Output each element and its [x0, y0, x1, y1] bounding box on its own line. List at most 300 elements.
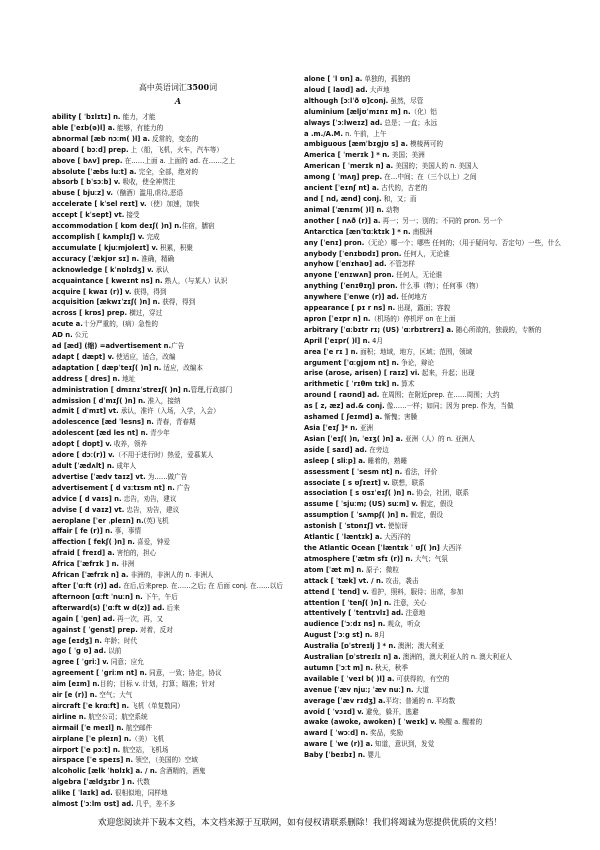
- entry-word: associate [ s ʊʃɪeɪt] v.: [304, 478, 390, 487]
- vocabulary-entry: [304, 205, 566, 216]
- entry-word: adore [ dɔː(r)] v.: [52, 451, 115, 460]
- entry-definition: 承认: [153, 265, 169, 274]
- vocabulary-entry: [304, 434, 566, 445]
- entry-definition: （不用于进行时）热爱，爱慕某人: [114, 451, 214, 460]
- entry-definition: 反常的，变态的: [149, 134, 199, 143]
- vocabulary-entry: [304, 161, 566, 172]
- footer-notice: 欢迎您阅读并下载本文档，本文档来源于互联网，如有侵权请联系删除！我们将竭诚为您提供优质的文档！: [98, 818, 502, 828]
- entry-word: and [ nd, ænd] conj.: [304, 194, 382, 203]
- vocabulary-entry: [52, 319, 314, 330]
- entry-word: aim [eɪm] n.: [52, 680, 100, 689]
- entry-word: adolescence [æd ˈlesns] n.: [52, 418, 154, 427]
- entry-word: against [ ˈgenst] prep.: [52, 625, 138, 634]
- entry-word: abuse [ bjuːz] v.: [52, 189, 113, 198]
- entry-word: AD n.: [52, 331, 73, 340]
- entry-definition: 接受: [124, 211, 140, 220]
- entry-definition: 年龄；时代: [101, 636, 138, 645]
- entry-definition: 大道: [413, 685, 429, 694]
- entry-definition: 航空邮件: [123, 723, 153, 732]
- vocabulary-entry: [304, 532, 566, 543]
- entry-definition: 收养，领养: [111, 440, 147, 449]
- entry-definition: 4月: [370, 336, 383, 345]
- vocabulary-entry: [304, 358, 566, 369]
- entry-definition: 注意地: [403, 609, 426, 618]
- entry-definition: 很相似地，同样地: [112, 789, 168, 798]
- entry-definition: 可获得的，有空的: [394, 674, 450, 683]
- vocabulary-entry: [304, 630, 566, 641]
- entry-word: afraid [ freɪd] a.: [52, 549, 115, 558]
- entry-definition: 唤醒 a. 醒着的: [436, 718, 483, 727]
- entry-word: arithmetic [ ˈrɪθm tɪk] n.: [304, 380, 400, 389]
- entry-definition: 航空站，飞机场: [120, 745, 169, 754]
- vocabulary-entry: [304, 238, 566, 249]
- vocabulary-entry: [52, 297, 314, 308]
- vocabulary-entry: [52, 745, 314, 756]
- entry-word: attention [ ˈtenʃ( )n] n.: [304, 598, 392, 607]
- entry-definition: 奖品，奖励: [367, 729, 404, 738]
- entry-word: Baby [ˈbeɪbɪ] n.: [304, 751, 366, 760]
- vocabulary-entry: [304, 314, 566, 325]
- vocabulary-entry: [304, 456, 566, 467]
- entry-word: Atlantic [ ˈlæntɪk] a.: [304, 533, 383, 542]
- entry-definition: 任何人，无论谁: [401, 249, 450, 258]
- entry-word: agree [ ˈgriː] v.: [52, 658, 109, 667]
- vocabulary-entry: [304, 150, 566, 161]
- vocabulary-entry: [52, 516, 314, 527]
- entry-word: acknowledge [ kˈnɒlɪdʒ] v.: [52, 265, 154, 274]
- entry-word: accumulate [ kjuːmjoleɪt] v.: [52, 243, 158, 252]
- vocabulary-entry: [52, 592, 314, 603]
- entry-definition: 下午，午后: [142, 592, 178, 601]
- entry-definition: 上（船，飞机，火车，汽车等）: [128, 145, 223, 154]
- entry-word: abnormal [æb nɔːm( )l] a.: [52, 134, 150, 143]
- vocabulary-entry: [304, 194, 566, 205]
- entry-word: airport [ˈe pɔːt] n.: [52, 745, 121, 754]
- vocabulary-entry: [52, 755, 314, 766]
- entry-word: airline n.: [52, 712, 87, 721]
- entry-word: Australia [ɒˈstreɪlj ] * n.: [304, 642, 396, 651]
- vocabulary-entry: [304, 663, 566, 674]
- entry-definition: 澳洲的，澳大利亚人的 n. 澳大利亚人: [400, 653, 513, 662]
- entry-word: accept [ kˈsept] vt.: [52, 211, 125, 220]
- vocabulary-entry: [304, 139, 566, 150]
- vocabulary-entry: [52, 472, 314, 483]
- vocabulary-entry: [52, 276, 314, 287]
- vocabulary-entry: [52, 625, 314, 636]
- entry-definition: 起来，升起；出现: [419, 369, 475, 378]
- entry-word: Africa [ˈæfrɪk ] n.: [52, 560, 119, 569]
- vocabulary-entry: [52, 450, 314, 461]
- vocabulary-entry: [304, 576, 566, 587]
- entry-definition: 注意，关心: [391, 598, 427, 607]
- vocabulary-entry: [304, 728, 566, 739]
- vocabulary-entry: [52, 417, 314, 428]
- entry-definition: 喜爱，钟爱: [134, 538, 170, 547]
- entry-definition: 看护，照料，服侍；出席，参加: [368, 587, 464, 596]
- entry-word: ability [ ˈbɪlɪtɪ] n.: [52, 113, 121, 121]
- entry-word: America [ ˈmerɪk ] * n.: [304, 151, 390, 160]
- entry-word: anybody [ˈenɪbɒdɪ] pron.: [304, 249, 402, 258]
- vocabulary-entry: [52, 134, 314, 145]
- vocabulary-entry: [304, 445, 566, 456]
- vocabulary-entry: [52, 428, 314, 439]
- vocabulary-entry: [304, 347, 566, 358]
- vocabulary-entry: [52, 330, 314, 341]
- vocabulary-entry: [52, 603, 314, 614]
- vocabulary-entry: [52, 406, 314, 417]
- entry-word: adolescent [æd les nt] n.: [52, 429, 148, 438]
- vocabulary-entry: [52, 439, 314, 450]
- vocabulary-entry: [304, 172, 566, 183]
- entry-definition: 看法，评价: [402, 467, 438, 476]
- section-letter: A: [174, 96, 182, 106]
- entry-definition: 避免，躲开，逃避: [363, 707, 419, 716]
- vocabulary-entry: [304, 401, 566, 412]
- vocabulary-entry: [52, 210, 314, 221]
- entry-definition: 和，又；而: [381, 194, 417, 203]
- vocabulary-entry: [52, 646, 314, 657]
- entry-definition: 为……做广告: [145, 472, 188, 481]
- entry-definition: 任何人，无论谁: [394, 271, 443, 280]
- vocabulary-entry: [52, 559, 314, 570]
- entry-word: advise [ d vaɪz] vt.: [52, 505, 125, 514]
- vocabulary-entry: [304, 608, 566, 619]
- vocabulary-entry: [304, 183, 566, 194]
- entry-definition: 非洲: [119, 560, 135, 569]
- entry-word: accommodation [ kɒm deɪʃ( )n] n.: [52, 222, 182, 231]
- entry-definition: 算术: [399, 380, 415, 389]
- entry-definition: 面积；地域，地方，区域；范围，领域: [357, 347, 473, 356]
- vocabulary-entry: [52, 723, 314, 734]
- entry-definition: （无论）哪一个；哪些 任何的；（用于疑问句、否定句）一些，什么: [364, 238, 561, 247]
- entry-word: another [ nʌð (r)] a.: [304, 216, 381, 225]
- entry-word: acquire [ kwaɪ (r)] v.: [52, 287, 132, 296]
- entry-word: anyhow [ˈenɪhaʊ] ad.: [304, 260, 387, 269]
- vocabulary-entry: [304, 685, 566, 696]
- entry-definition: 代数: [134, 778, 150, 787]
- entry-word: alike [ ˈlaɪk] ad.: [52, 789, 113, 798]
- entry-word: as [ z, æz] ad.& conj.: [304, 402, 385, 411]
- entry-word: April [ˈeɪpr( )l] n.: [304, 336, 371, 345]
- entry-word: age [eɪdʒ] n.: [52, 636, 102, 645]
- entry-definition: 目的；目标 v. 计划，打算；瞄准；针对: [99, 680, 215, 689]
- entry-word: air [e (r)] n.: [52, 691, 98, 700]
- vocabulary-entry: [304, 423, 566, 434]
- vocabulary-entry: [304, 510, 566, 521]
- entry-definition: 同意；应允: [108, 658, 144, 667]
- entry-word: adapt [ dæpt] v.: [52, 352, 115, 361]
- vocabulary-entry: [304, 674, 566, 685]
- entry-definition: 像……一样；如同；因为 prep. 作为，当做: [384, 402, 514, 411]
- entry-definition: 同意，一致；协定，协议: [147, 669, 222, 678]
- entry-word: audience [ˈɔːdɪ ns] n.: [304, 620, 386, 629]
- entry-definition: 观众，听众: [385, 620, 421, 629]
- entry-definition: 准确，精确: [139, 254, 175, 263]
- entry-word: attentively [ ˈtentɪvlɪ] ad.: [304, 609, 404, 618]
- entry-word: absorb [ bˈsɔːb] v.: [52, 178, 121, 187]
- vocabulary-entry: [52, 657, 314, 668]
- entry-definition: 出现，露面；容貌: [395, 304, 451, 313]
- entry-word: adult [ˈædʌlt] n.: [52, 462, 115, 470]
- entry-definition: 在……上面 a. 上面的 ad. 在……之上: [122, 156, 236, 165]
- vocabulary-entry: [52, 668, 314, 679]
- entry-definition: 假定，假设: [417, 500, 454, 509]
- vocabulary-entry: [304, 129, 566, 140]
- entry-definition: 南极洲: [410, 227, 433, 236]
- vocabulary-entry: [52, 396, 314, 407]
- vocabulary-entry: [52, 614, 314, 625]
- entry-definition: 什么事（物）；任何事（物）: [397, 282, 483, 291]
- entry-definition: 使适应，适合，改编: [114, 352, 176, 361]
- entry-definition: 美国；美洲: [389, 151, 425, 160]
- vocabulary-entry: [304, 707, 566, 718]
- vocabulary-entry: [52, 799, 314, 810]
- vocabulary-entry: [52, 734, 314, 745]
- entry-word: alone [ ˈl ʊn] a.: [304, 75, 363, 83]
- vocabulary-entry: [304, 543, 566, 554]
- vocabulary-entry: [304, 107, 566, 118]
- entry-word: among [ ˈmʌŋ] prep.: [304, 173, 383, 182]
- vocabulary-entry: [304, 259, 566, 270]
- entry-word: arbitrary [ˈɑːbɪtr rɪ; (US) ˈɑːrbɪtrerɪ] a.: [304, 325, 454, 334]
- vocabulary-entry: [304, 227, 566, 238]
- vocabulary-entry: [304, 390, 566, 401]
- entry-word: afternoon [ɑːft ˈnuːn] n.: [52, 592, 143, 601]
- entry-word: admission [ dˈmɪʃ( )n] n.: [52, 396, 146, 405]
- vocabulary-entry: [304, 554, 566, 565]
- entry-definition: 美国的；美国人的 n. 美国人: [393, 162, 479, 171]
- entry-definition: 承认，准许（入场，入学，入会）: [118, 407, 220, 416]
- entry-word: affection [ fekʃ( )n] n.: [52, 538, 135, 547]
- entry-word: avenue [ˈæv njuː; ˈæv nuː] n.: [304, 685, 414, 694]
- entry-word: arise (arose, arisen) [ raɪz] vi.: [304, 369, 420, 378]
- entry-word: address [ dres] n.: [52, 374, 120, 383]
- vocabulary-entry: [52, 690, 314, 701]
- vocabulary-entry: [52, 363, 314, 374]
- vocabulary-entry: [52, 636, 314, 647]
- entry-definition: n. 午前，上午: [343, 129, 387, 138]
- entry-word: ad [æd] (缩) =advertisement n.: [52, 342, 172, 351]
- vocabulary-entry: [52, 494, 314, 505]
- entry-definition: 随心所欲的，独裁的，专断的: [453, 325, 542, 334]
- vocabulary-entry: [304, 750, 566, 761]
- entry-word: afterward(s) [ˈɑːft w d(z)] ad.: [52, 603, 165, 612]
- entry-word: attend [ ˈtend] v.: [304, 587, 369, 596]
- vocabulary-entry: [304, 565, 566, 576]
- vocabulary-entry: [52, 243, 314, 254]
- vocabulary-entry: [52, 483, 314, 494]
- vocabulary-entry: [52, 199, 314, 210]
- vocabulary-entry: [304, 292, 566, 303]
- entry-word: accelerate [ kˈsel reɪt] v.: [52, 200, 147, 209]
- vocabulary-entry: [304, 652, 566, 663]
- entry-definition: 秋天，秋季: [372, 663, 408, 672]
- entry-word: Antarctica [ænˈtɑːktɪk ] * n.: [304, 227, 411, 236]
- vocabulary-entry: [304, 478, 566, 489]
- entry-definition: 忠告，劝告，建议: [124, 505, 180, 514]
- vocabulary-entry: [304, 368, 566, 379]
- entry-definition: 不管怎样: [386, 260, 416, 269]
- entry-definition: 完成: [144, 232, 160, 241]
- entry-word: adopt [ dɒpt] v.: [52, 440, 112, 449]
- entry-definition: 几乎，差不多: [133, 800, 176, 809]
- vocabulary-entry: [304, 325, 566, 336]
- entry-word: ambiguous [æmˈbɪgjʊ s] a.: [304, 140, 408, 149]
- entry-word: acute a.: [52, 320, 83, 329]
- vocabulary-entry: [52, 526, 314, 537]
- entry-word: animal [ˈænɪm( )l] n.: [304, 205, 384, 214]
- vocabulary-entry: [52, 341, 314, 352]
- entry-word: almost [ˈɔːlm ʊst] ad.: [52, 800, 134, 809]
- entry-word: award [ ˈwɔːd] n.: [304, 729, 368, 738]
- entry-word: airmail [ˈe meɪl] n.: [52, 723, 124, 732]
- vocabulary-entry: [52, 145, 314, 156]
- entry-word: aboard [ bɔːd] prep.: [52, 145, 129, 154]
- entry-definition: (英)飞机: [143, 516, 169, 525]
- entry-definition: 能力，才能: [120, 113, 156, 121]
- entry-definition: 能够，有能力的: [114, 123, 164, 132]
- vocabulary-entry: [52, 287, 314, 298]
- entry-definition: 成年人: [114, 462, 137, 470]
- entry-definition: 婴儿: [365, 751, 381, 760]
- entry-definition: 争论，辩论: [399, 358, 435, 367]
- entry-definition: 惭愧；害臊: [382, 413, 418, 422]
- entry-definition: 航空公司；航空系统: [86, 712, 148, 721]
- vocabulary-entry: [52, 265, 314, 276]
- vocabulary-entry: [52, 505, 314, 516]
- entry-definition: 再一次，再，又: [114, 614, 164, 623]
- entry-definition: 事，事情: [112, 527, 142, 536]
- entry-word: association [ s ʊsɪˈeɪʃ( )n] n.: [304, 489, 415, 498]
- entry-word: adaptation [ dæpˈteɪʃ( )n] n.: [52, 363, 162, 372]
- entry-word: although [ɔːlˈð ʊ]conj.: [304, 96, 389, 105]
- entry-word: appearance [ pɪ r ns] n.: [304, 304, 396, 313]
- entry-word: accomplish [ kʌmplɪʃ] v.: [52, 232, 145, 241]
- entry-definition: （化）铝: [410, 107, 437, 116]
- entry-definition: 获得，得到: [160, 298, 196, 307]
- entry-definition: 领空，（美国的）空域: [133, 756, 198, 765]
- entry-word: aircraft [ˈe krɑːft] n.: [52, 701, 130, 710]
- vocabulary-entry: [52, 581, 314, 592]
- entry-definition: 大西洋: [439, 543, 462, 552]
- vocabulary-entry: [304, 739, 566, 750]
- entry-word: Asian [ˈeɪʃ( )n, ˈeɪʒ( )n] a.: [304, 434, 403, 443]
- entry-definition: 管理,行政部门: [190, 385, 233, 394]
- vocabulary-entry: [304, 281, 566, 292]
- entry-definition: 睡着的，熟睡: [365, 456, 408, 465]
- entry-word: astonish [ ˈstɒnɪʃ] vt.: [304, 522, 386, 531]
- vocabulary-entry: [52, 537, 314, 548]
- vocabulary-entry: [304, 598, 566, 609]
- entry-word: agreement [ ˈgriːm nt] n.: [52, 669, 147, 678]
- vocabulary-entry: [304, 85, 566, 96]
- vocabulary-entry: [304, 467, 566, 478]
- entry-definition: 联想，联系: [389, 478, 425, 487]
- entry-word: aware [ ˈwe (r)] a.: [304, 740, 373, 749]
- entry-definition: 总是；一直；永远: [382, 118, 438, 127]
- vocabulary-entry: [52, 701, 314, 712]
- vocabulary-entry: [52, 232, 314, 243]
- vocabulary-entry: [52, 167, 314, 178]
- vocabulary-entry: [304, 336, 566, 347]
- entry-word: acquisition [ækwɪˈzɪʃ( )n] n.: [52, 298, 161, 307]
- entry-word: the Atlantic Ocean [ˈlæntɪk ˈ ʊʃ( )n]: [304, 543, 440, 552]
- entry-definition: 广告: [174, 483, 191, 492]
- entry-definition: 在后,后来prep. 在……之后; 在 后面 conj. 在……以后: [121, 581, 283, 590]
- vocabulary-column-right: [304, 74, 566, 761]
- entry-definition: 飞机（单复数同）: [129, 701, 184, 710]
- entry-word: available [ ˈveɪl b( )l] a.: [304, 674, 395, 683]
- vocabulary-entry: [52, 766, 314, 777]
- entry-word: admit [ dˈmɪt] vt.: [52, 407, 119, 416]
- entry-definition: 古代的，古老的: [379, 184, 428, 193]
- entry-definition: 适应，改编本: [161, 363, 203, 372]
- vocabulary-entry: [304, 96, 566, 107]
- entry-definition: 模棱两可的: [407, 140, 444, 149]
- entry-definition: 攻击，袭击: [383, 576, 419, 585]
- entry-word: argument [ˈɑːgjʊm nt] n.: [304, 358, 400, 367]
- entry-word: affair [ fe (r)] n.: [52, 527, 113, 536]
- entry-definition: 在周围；在附近prep. 在……周围；大约: [379, 391, 500, 400]
- entry-word: around [ raʊnd] ad.: [304, 391, 380, 400]
- entry-definition: 害怕的，担心: [114, 549, 157, 558]
- entry-definition: 在…中间；在（三个以上）之间: [382, 173, 477, 182]
- entry-word: absolute [ˈæbs luːt] a.: [52, 167, 137, 176]
- entry-definition: 十分严重的，(病）急性的: [82, 320, 158, 329]
- entry-definition: （机场的）停机坪 on 在上面: [370, 314, 456, 323]
- entry-word: African [ˈæfrɪk n] a.: [52, 571, 129, 580]
- entry-definition: 忠告，劝告，建议: [121, 494, 177, 503]
- entry-word: Australian [ɒˈstreɪlɪ n] a.: [304, 653, 401, 662]
- vocabulary-entry: [52, 461, 314, 472]
- entry-word: anything [ˈenɪθɪŋ] pron.: [304, 282, 398, 291]
- vocabulary-entry: [52, 777, 314, 788]
- entry-word: acquaintance [ kweɪnt ns] n.: [52, 276, 163, 285]
- entry-definition: 任何地方: [398, 293, 428, 302]
- entry-definition: （使）加速，加快: [146, 200, 200, 209]
- entry-definition: 广告: [171, 342, 185, 351]
- entry-word: advertisement [ d vɜːtɪsm nt] n.: [52, 483, 175, 492]
- entry-word: atom [ˈæt m] n.: [304, 565, 364, 574]
- entry-word: after [ˈɑːft (r)] ad.: [52, 581, 122, 590]
- entry-word: avoid [ ˈvɔɪd] v.: [304, 707, 364, 716]
- entry-word: average [ˈæv rɪdʒ] a.: [304, 696, 386, 705]
- vocabulary-entry: [52, 548, 314, 559]
- entry-word: attack [ ˈtæk] vt. / n.: [304, 576, 384, 585]
- entry-definition: 地址: [119, 374, 136, 383]
- vocabulary-entry: [52, 112, 314, 123]
- vocabulary-entry: [52, 712, 314, 723]
- entry-word: assessment [ ˈsesm nt] n.: [304, 467, 403, 476]
- vocabulary-entry: [304, 74, 566, 85]
- entry-definition: 吸收，使全神贯注: [120, 178, 176, 187]
- entry-word: autumn [ˈɔːt m] n.: [304, 663, 373, 672]
- entry-word: across [ krɒs] prep.: [52, 309, 128, 318]
- entry-word: aluminium [æljʊˈmɪnɪ m] n.: [304, 107, 411, 116]
- entry-word: aloud [ laʊd] ad.: [304, 85, 368, 94]
- entry-definition: 动物: [383, 205, 400, 214]
- entry-word: area [ˈe rɪ ] n.: [304, 347, 358, 356]
- entry-word: a .m./A.M.: [304, 129, 343, 138]
- entry-word: advice [ d vaɪs] n.: [52, 494, 122, 503]
- entry-word: always [ˈɔːlweɪz] ad.: [304, 118, 383, 127]
- vocabulary-entry: [304, 717, 566, 728]
- entry-definition: 协会，社团，联系: [414, 489, 470, 498]
- entry-definition: 知道，意识到，发觉: [372, 740, 435, 749]
- vocabulary-entry: [304, 499, 566, 510]
- entry-definition: 虽然，尽管: [388, 96, 424, 105]
- vocabulary-entry: [52, 385, 314, 396]
